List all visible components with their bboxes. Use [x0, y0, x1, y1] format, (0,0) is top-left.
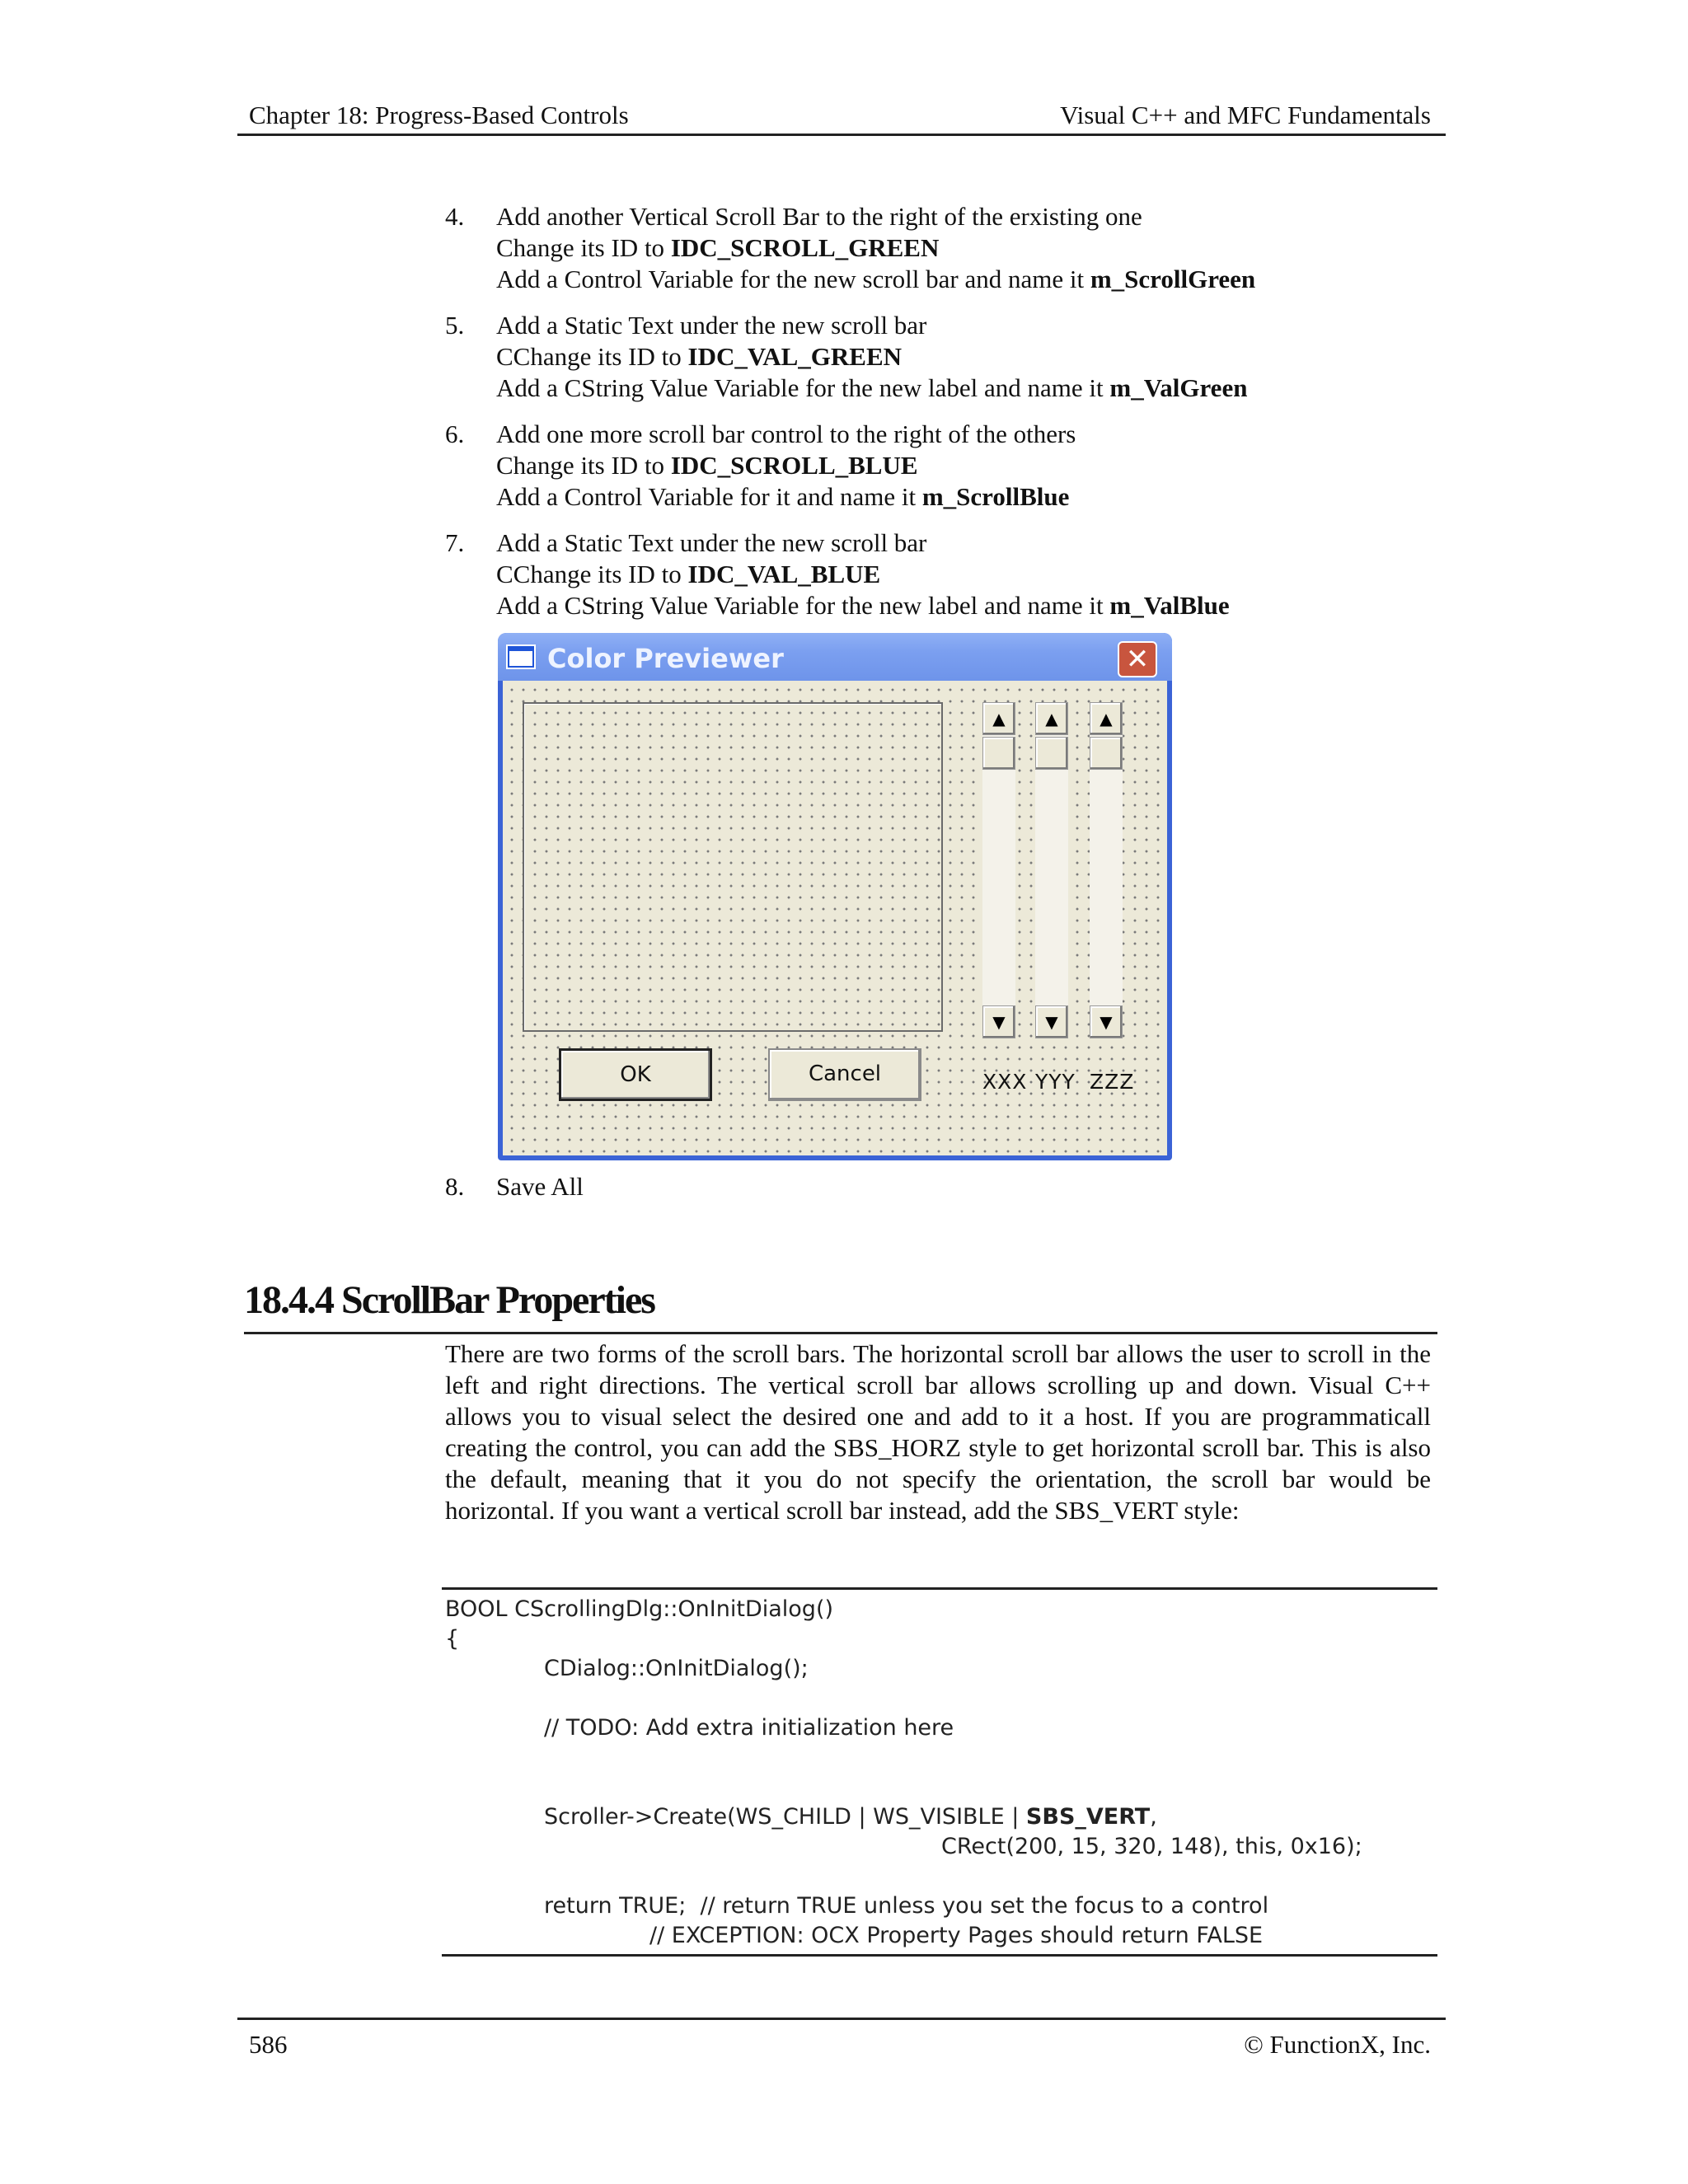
control-id: IDC_VAL_GREEN	[687, 342, 903, 371]
code-text: ,	[1150, 1804, 1157, 1830]
code-line: // TODO: Add extra initialization here	[544, 1715, 954, 1741]
preview-frame	[523, 702, 943, 1032]
scroll-up-arrow-icon[interactable]: ▲	[1035, 702, 1068, 735]
step-line: Change its ID to	[496, 233, 671, 262]
code-keyword: SBS_VERT	[1025, 1804, 1151, 1830]
header-book-title: Visual C++ and MFC Fundamentals	[1060, 101, 1431, 129]
scroll-up-arrow-icon[interactable]: ▲	[1090, 702, 1123, 735]
step-6	[445, 419, 1434, 513]
variable-name: m_ScrollBlue	[921, 482, 1070, 511]
step-number: 7.	[445, 528, 465, 557]
step-line: Add a Control Variable for it and name it	[496, 482, 922, 511]
page-number: 586	[249, 2030, 288, 2059]
step-number: 5.	[445, 311, 465, 340]
page-header	[237, 101, 1446, 136]
code-line: CRect(200, 15, 320, 148), this, 0x16);	[941, 1834, 1362, 1859]
scroll-bar-blue[interactable]	[1090, 702, 1123, 1038]
step-line: Add a CString Value Variable for the new label and name it	[496, 373, 1110, 402]
dialog-client-area	[503, 681, 1167, 1155]
ok-button[interactable]: OK	[559, 1048, 712, 1101]
close-icon[interactable]: ✕	[1118, 641, 1157, 677]
header-chapter: Chapter 18: Progress-Based Controls	[249, 101, 629, 129]
step-line: Add a Static Text under the new scroll bar	[496, 528, 927, 557]
step-line: CChange its ID to	[496, 342, 688, 371]
section-title: 18.4.4 ScrollBar Properties	[244, 1278, 654, 1322]
scroll-thumb[interactable]	[982, 737, 1015, 770]
step-5	[445, 310, 1434, 404]
scroll-thumb[interactable]	[1035, 737, 1068, 770]
cancel-button[interactable]: Cancel	[768, 1048, 921, 1101]
step-4	[445, 201, 1434, 295]
step-line: Add another Vertical Scroll Bar to the right of the erxisting one	[496, 202, 1142, 231]
scroll-up-arrow-icon[interactable]: ▲	[982, 702, 1015, 735]
code-block	[442, 1587, 1437, 1957]
value-label-blue: ZZZ	[1090, 1070, 1135, 1094]
step-line: Add a Static Text under the new scroll bar	[496, 311, 927, 340]
step-line: CChange its ID to	[496, 560, 688, 588]
code-line: BOOL CScrollingDlg::OnInitDialog()	[445, 1596, 834, 1622]
value-label-green: YYY	[1035, 1070, 1076, 1094]
step-number: 8.	[445, 1172, 465, 1201]
variable-name: m_ScrollGreen	[1090, 265, 1256, 293]
scroll-down-arrow-icon[interactable]: ▼	[1090, 1005, 1123, 1038]
code-line: CDialog::OnInitDialog();	[544, 1656, 809, 1681]
color-previewer-dialog	[498, 633, 1172, 1160]
code-line: return TRUE; // return TRUE unless you set the focus to a control	[544, 1893, 1269, 1919]
step-line: Add a CString Value Variable for the new label and name it	[496, 591, 1110, 620]
step-line: Change its ID to	[496, 451, 671, 480]
step-line: Add a Control Variable for the new scroll bar and name it	[496, 265, 1090, 293]
window-icon	[506, 644, 536, 669]
code-line: // EXCEPTION: OCX Property Pages should return FALSE	[649, 1923, 1264, 1948]
step-line: Save All	[496, 1172, 584, 1201]
variable-name: m_ValBlue	[1109, 591, 1230, 620]
scroll-bar-green[interactable]	[1035, 702, 1068, 1038]
dialog-title-bar[interactable]	[498, 633, 1172, 681]
code-text: Scroller->Create(WS_CHILD | WS_VISIBLE |	[544, 1804, 1026, 1830]
scroll-thumb[interactable]	[1090, 737, 1123, 770]
scroll-down-arrow-icon[interactable]: ▼	[1035, 1005, 1068, 1038]
control-id: IDC_SCROLL_BLUE	[670, 451, 918, 480]
variable-name: m_ValGreen	[1109, 373, 1248, 402]
scroll-bar-red[interactable]	[982, 702, 1015, 1038]
section-heading	[244, 1274, 1437, 1334]
code-line	[544, 1804, 1157, 1830]
step-number: 4.	[445, 202, 465, 231]
page-footer	[237, 2018, 1446, 2059]
step-number: 6.	[445, 419, 465, 448]
copyright: © FunctionX, Inc.	[1244, 2030, 1431, 2059]
code-line: {	[445, 1626, 460, 1652]
step-line: Add one more scroll bar control to the right of the others	[496, 419, 1076, 448]
body-paragraph: There are two forms of the scroll bars. The horizontal scroll bar allows the user to scroll in the left and right directions. The vertical scroll bar allows scrolling up and down. Visual C++ allows you to visual select the desired one and add to it a host. If you are programmaticall creating the control, you can add the SBS_HORZ style to get horizontal scroll bar. This is also the default, meaning that it you do not specify the orientation, the scroll bar would be horizontal. If you want a vertical scroll bar instead, add the SBS_VERT style:	[445, 1339, 1431, 1525]
steps-list	[445, 201, 1434, 636]
dialog-title: Color Previewer	[547, 643, 784, 674]
step-7	[445, 527, 1434, 621]
value-label-red: XXX	[982, 1070, 1028, 1094]
control-id: IDC_VAL_BLUE	[687, 560, 881, 588]
control-id: IDC_SCROLL_GREEN	[670, 233, 940, 262]
scroll-down-arrow-icon[interactable]: ▼	[982, 1005, 1015, 1038]
